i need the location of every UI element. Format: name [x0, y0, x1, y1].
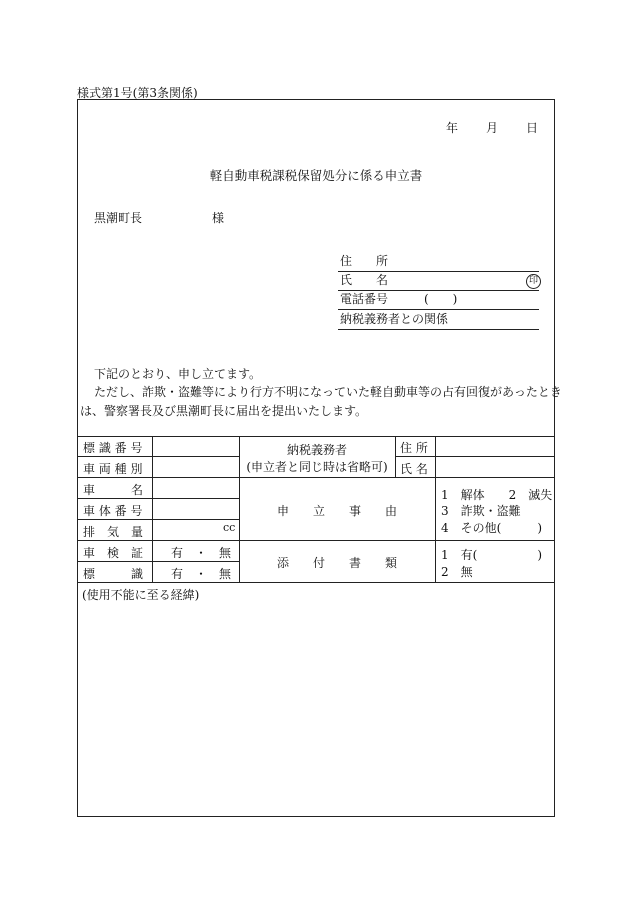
taxpayer-name-input[interactable] [438, 458, 550, 476]
reason-option-4[interactable]: 4 その他( ) [441, 521, 542, 535]
chassis-number-input[interactable] [156, 500, 236, 518]
plate-yes-no[interactable]: 有 ・ 無 [171, 567, 232, 581]
attachments-option-1[interactable]: 1 有( ) [441, 548, 542, 562]
addressee-name: 黒潮町長 [94, 211, 143, 225]
taxpayer-address-input[interactable] [438, 437, 550, 455]
body-line-2: ただし、詐欺・盗難等により行方不明になっていた軽自動車等の占有回復があったとき [94, 385, 562, 399]
inspection-label: 車 検 証 [83, 546, 144, 560]
vehicle-table [78, 436, 554, 586]
applicant-name-line[interactable] [338, 272, 539, 291]
taxpayer-note: (申立者と同じ時は省略可) [246, 460, 388, 474]
applicant-name-label: 氏 名 [340, 273, 389, 287]
applicant-phone-line[interactable] [338, 291, 539, 310]
form-frame [77, 99, 562, 817]
taxpayer-label: 納税義務者 [286, 443, 347, 457]
attachments-option-2[interactable]: 2 無 [441, 565, 473, 579]
body-line-1: 下記のとおり、申し立てます。 [94, 367, 262, 381]
history-input[interactable] [82, 604, 548, 812]
applicant-address-line[interactable] [338, 253, 539, 272]
history-label: (使用不能に至る経緯) [82, 588, 200, 602]
applicant-relation-label: 納税義務者との関係 [340, 312, 449, 326]
addressee-honorific: 様 [212, 211, 225, 225]
attachments-label: 添 付 書 類 [276, 556, 397, 570]
body-line-3: は、警察署長及び黒潮町長に届出を提出いたします。 [80, 404, 368, 418]
inspection-yes-no[interactable]: 有 ・ 無 [171, 546, 232, 560]
date-field[interactable] [446, 119, 538, 136]
taxpayer-address-label: 住 所 [400, 441, 428, 455]
chassis-number-label: 車 体 番 号 [83, 504, 143, 518]
vehicle-type-input[interactable] [156, 458, 236, 476]
date-year: 年 [446, 121, 459, 135]
applicant-phone-label: 電話番号 ( ) [340, 292, 458, 306]
date-month: 月 [486, 121, 499, 135]
plate-label: 標 識 [83, 567, 144, 581]
taxpayer-name-label: 氏 名 [400, 462, 428, 476]
applicant-address-label: 住 所 [340, 254, 389, 268]
reason-label: 申 立 事 由 [276, 504, 397, 518]
form-number: 様式第1号(第3条関係) [77, 86, 198, 100]
reason-option-1-2[interactable]: 1 解体 2 滅失 [441, 488, 553, 502]
vehicle-type-label: 車 両 種 別 [83, 462, 143, 476]
vehicle-name-label: 車 名 [83, 483, 144, 497]
plate-number-label: 標 識 番 号 [83, 441, 143, 455]
seal-mark: 印 [526, 274, 541, 289]
vehicle-name-input[interactable] [156, 479, 236, 497]
displacement-label: 排 気 量 [83, 525, 144, 539]
form-title: 軽自動車税課税保留処分に係る申立書 [209, 168, 423, 183]
reason-option-3[interactable]: 3 詐欺・盗難 [441, 504, 521, 518]
plate-number-input[interactable] [156, 437, 236, 455]
applicant-relation-line[interactable] [338, 311, 539, 330]
cc-unit: cc [223, 521, 236, 534]
date-day: 日 [526, 121, 539, 135]
